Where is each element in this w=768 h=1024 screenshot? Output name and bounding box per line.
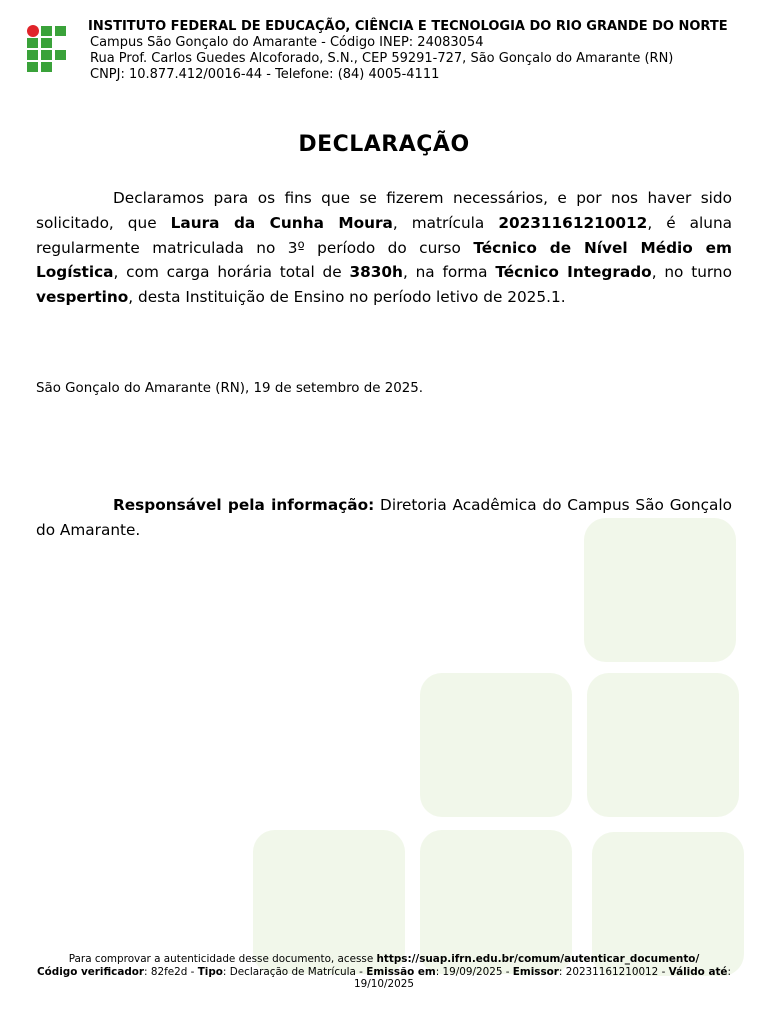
type-label: Tipo xyxy=(197,965,223,978)
code-label: Código verificador xyxy=(37,965,145,978)
verify-text: Para comprovar a autenticidade desse documento, acesse xyxy=(68,953,377,965)
valid-label: Válido até xyxy=(668,965,728,978)
issuer-label: Emissor xyxy=(512,965,559,978)
campus-line: Campus São Gonçalo do Amarante - Código INEP: 24083054 xyxy=(90,35,484,50)
emission-label: Emissão em xyxy=(366,965,436,978)
declaration-text: , é aluna regularmente matriculada no 3º período do curso xyxy=(36,213,733,257)
registration-number: 20231161210012 xyxy=(498,213,648,232)
declaration-text: , com carga horária total de xyxy=(113,263,350,282)
course-shift: vespertino xyxy=(36,288,129,307)
responsible-label: Responsável pela informação: xyxy=(113,496,375,514)
watermark-square xyxy=(420,673,572,817)
document-metadata-line xyxy=(0,966,768,991)
emission-value: : 19/09/2025 - xyxy=(435,965,513,978)
student-name: Laura da Cunha Moura xyxy=(170,213,393,232)
document-header xyxy=(88,18,758,83)
declaration-text: , desta Instituição de Ensino no período letivo de 2025.1. xyxy=(128,288,566,307)
valid-value: : 19/10/2025 xyxy=(354,965,731,990)
declaration-text: , no turno xyxy=(651,263,732,282)
document-title: DECLARAÇÃO xyxy=(298,132,470,157)
responsible-paragraph xyxy=(36,493,732,543)
institution-name: INSTITUTO FEDERAL DE EDUCAÇÃO, CIÊNCIA E TECNOLOGIA DO RIO GRANDE DO NORTE xyxy=(88,19,728,34)
course-form: Técnico Integrado xyxy=(495,263,652,282)
total-hours: 3830h xyxy=(349,263,403,282)
date-line: São Gonçalo do Amarante (RN), 19 de setembro de 2025. xyxy=(36,381,424,396)
code-value: : 82fe2d - xyxy=(144,965,198,978)
verify-url-link[interactable]: https://suap.ifrn.edu.br/comum/autenticar_documento/ xyxy=(376,953,700,965)
responsible-text: Diretoria Acadêmica do Campus São Gonçalo do Amarante. xyxy=(36,496,732,539)
authentication-footer xyxy=(0,953,768,991)
issuer-value: : 20231161210012 - xyxy=(558,965,669,978)
declaration-text: Declaramos para os fins que se fizerem necessários, e por nos haver sido solicitado, que xyxy=(36,189,732,232)
address-line: Rua Prof. Carlos Guedes Alcoforado, S.N., CEP 59291-727, São Gonçalo do Amarante (RN) xyxy=(90,51,674,66)
course-name: Técnico de Nível Médio em Logística xyxy=(36,238,732,282)
ifrn-logo-icon xyxy=(27,25,67,73)
declaration-paragraph xyxy=(36,186,732,310)
verify-line xyxy=(0,953,768,966)
cnpj-line: CNPJ: 10.877.412/0016-44 - Telefone: (84) 4005-4111 xyxy=(90,67,440,82)
watermark-square xyxy=(587,673,739,817)
declaration-text: , na forma xyxy=(402,263,496,282)
type-value: : Declaração de Matrícula - xyxy=(222,965,367,978)
declaration-text: , matrícula xyxy=(392,213,499,232)
